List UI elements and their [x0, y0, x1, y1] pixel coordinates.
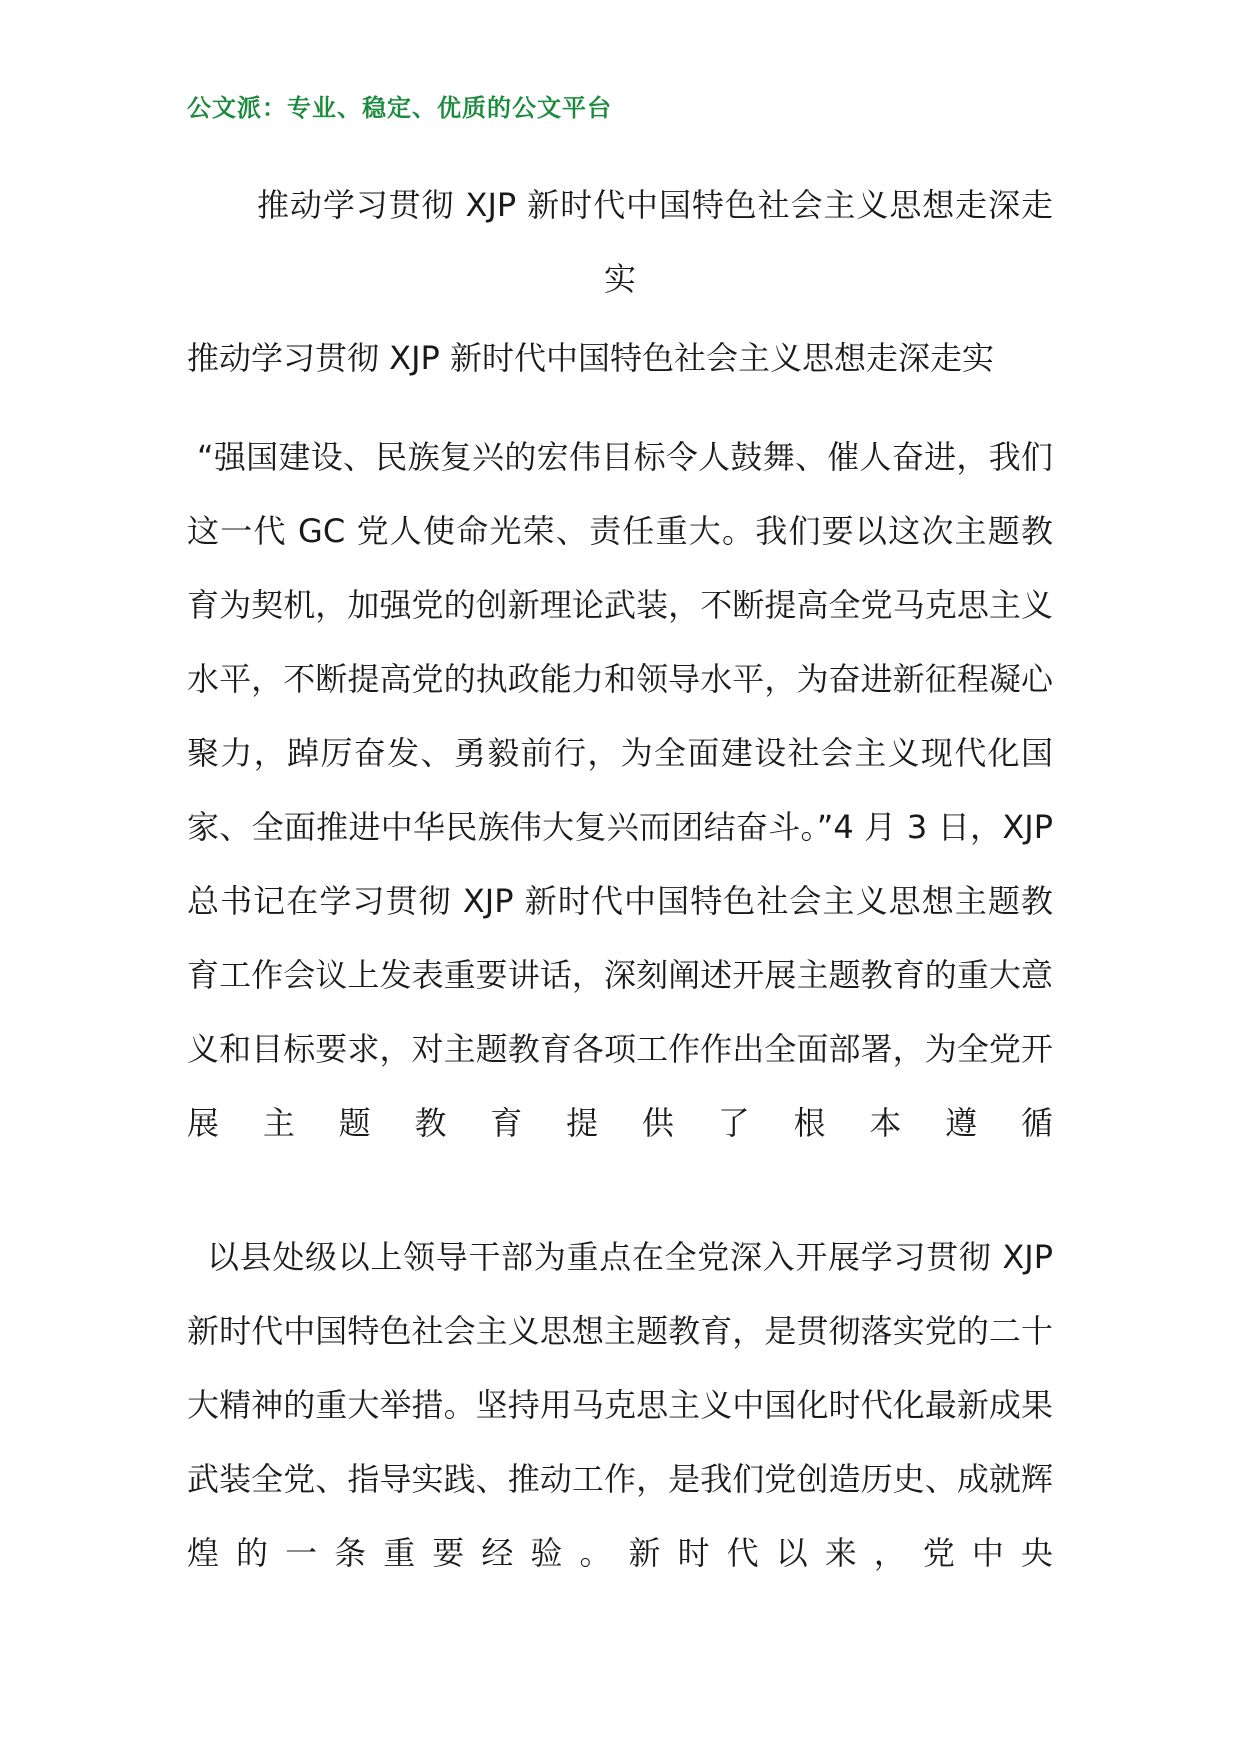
document-subtitle: 推动学习贯彻 XJP 新时代中国特色社会主义思想走深走实 [187, 339, 995, 377]
header-brand: 公文派：专业、稳定、优质的公文平台 [187, 94, 612, 122]
document-title: 推动学习贯彻 XJP 新时代中国特色社会主义思想走深走实 [257, 186, 1053, 298]
body-paragraph: “强国建设、民族复兴的宏伟目标令人鼓舞、催人奋进，我们这一代 GC 党人使命光荣、责任重大。我们要以这次主题教育为契机，加强党的创新理论武装，不断提高全党马克思主义水平，不断提高党的执政能力和领导水平，为奋进新征程凝心聚力，踔厉奋发、勇毅前行，为全面建设社会主义现代化国家、全面推进中华民族伟大复兴而团结奋斗。”4 月 3 日，XJP 总书记在学习贯彻 XJP 新时代中国特色社会主义思想主题教育工作会议上发表重要讲话，深刻阐述开展主题教育的重大意义和目标要求，对主题教育各项工作作出全面部署，为全党开展主题教育提供了根本遵循 [187, 438, 1053, 1142]
body-paragraph: 以县处级以上领导干部为重点在全党深入开展学习贯彻 XJP 新时代中国特色社会主义思想主题教育，是贯彻落实党的二十大精神的重大举措。坚持用马克思主义中国化时代化最新成果武装全党、指导实践、推动工作，是我们党创造历史、成就辉煌的一条重要经验。新时代以来，党中央 [187, 1238, 1053, 1572]
